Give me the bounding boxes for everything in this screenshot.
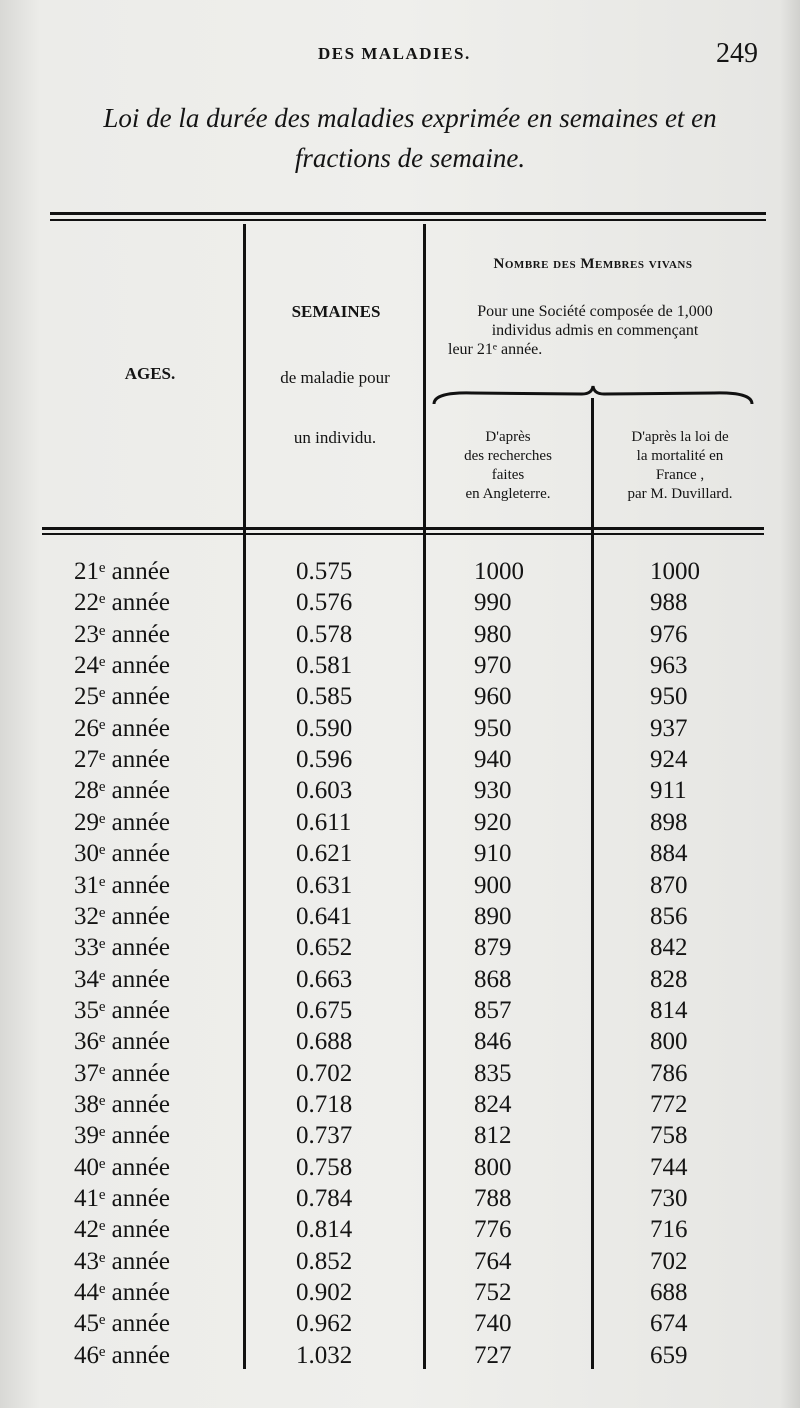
weeks-cell: 0.688 <box>296 1028 353 1056</box>
curly-brace <box>432 384 754 408</box>
header-society-line-2: individus admis en commençant <box>491 322 699 339</box>
weeks-cell: 0.784 <box>296 1185 353 1212</box>
weeks-cell: 0.596 <box>296 746 353 774</box>
table-row <box>0 589 800 620</box>
age-cell: 29ᵉ année <box>74 808 170 836</box>
top-double-rule-upper <box>50 212 766 215</box>
france-cell: 950 <box>650 683 688 711</box>
england-cell: 835 <box>474 1059 512 1087</box>
weeks-cell: 0.576 <box>296 589 353 617</box>
age-cell: 31ᵉ année <box>74 871 170 899</box>
header-france <box>594 428 766 504</box>
france-cell: 911 <box>650 777 687 805</box>
france-cell: 814 <box>650 996 688 1024</box>
france-cell: 702 <box>650 1247 688 1275</box>
weeks-cell: 0.581 <box>296 652 353 680</box>
age-cell: 39ᵉ année <box>74 1122 170 1150</box>
age-cell: 41ᵉ année <box>74 1185 170 1212</box>
header-semaines-sub-2: un individu. <box>293 428 377 447</box>
age-cell: 27ᵉ année <box>74 746 170 774</box>
running-head <box>0 40 800 80</box>
france-cell: 786 <box>650 1059 688 1087</box>
england-cell: 776 <box>474 1216 512 1244</box>
table-row <box>0 1060 800 1091</box>
age-cell: 44ᵉ année <box>74 1279 170 1307</box>
age-cell: 30ᵉ année <box>74 840 170 868</box>
france-cell: 674 <box>650 1310 688 1338</box>
age-cell: 22ᵉ année <box>74 589 170 617</box>
age-cell: 21ᵉ année <box>74 558 170 585</box>
table-row <box>0 840 800 871</box>
france-cell: 884 <box>650 840 688 868</box>
age-cell: 38ᵉ année <box>74 1090 170 1118</box>
france-cell: 744 <box>650 1153 688 1181</box>
header-ages: AGES. <box>124 364 176 383</box>
weeks-cell: 0.590 <box>296 714 353 742</box>
weeks-cell: 0.675 <box>296 996 353 1024</box>
france-cell: 963 <box>650 652 688 680</box>
age-cell: 34ᵉ année <box>74 965 170 993</box>
france-cell: 898 <box>650 808 688 836</box>
weeks-cell: 0.641 <box>296 902 353 930</box>
england-cell: 868 <box>474 965 512 993</box>
france-cell: 828 <box>650 965 688 993</box>
table-row <box>0 777 800 808</box>
table-row <box>0 1028 800 1059</box>
france-cell: 800 <box>650 1028 688 1056</box>
table-row <box>0 621 800 652</box>
weeks-cell: 0.702 <box>296 1059 353 1087</box>
header-semaines: SEMAINES <box>291 302 381 321</box>
england-cell: 1000 <box>474 558 524 585</box>
table-row <box>0 1154 800 1185</box>
england-cell: 764 <box>474 1247 512 1275</box>
header-france-line-1: D'après la loi de <box>631 429 729 445</box>
weeks-cell: 1.032 <box>296 1341 353 1369</box>
header-england-line-1: D'après <box>485 429 531 445</box>
age-cell: 40ᵉ année <box>74 1153 170 1181</box>
france-cell: 976 <box>650 620 688 648</box>
table-title <box>40 98 780 178</box>
age-cell: 24ᵉ année <box>74 652 170 680</box>
england-cell: 930 <box>474 777 512 805</box>
header-society <box>428 302 762 359</box>
age-cell: 23ᵉ année <box>74 620 170 648</box>
age-cell: 25ᵉ année <box>74 683 170 711</box>
table-row <box>0 934 800 965</box>
france-cell: 870 <box>650 871 688 899</box>
france-cell: 688 <box>650 1279 688 1307</box>
table-row <box>0 1122 800 1153</box>
france-cell: 730 <box>650 1185 688 1212</box>
age-cell: 45ᵉ année <box>74 1310 170 1338</box>
header-france-line-2: la mortalité en <box>636 448 724 464</box>
header-england-line-3: faites <box>491 467 525 483</box>
table-row <box>0 809 800 840</box>
england-cell: 950 <box>474 714 512 742</box>
table-row <box>0 872 800 903</box>
france-cell: 842 <box>650 934 688 962</box>
weeks-cell: 0.631 <box>296 871 353 899</box>
age-cell: 46ᵉ année <box>74 1341 170 1369</box>
weeks-cell: 0.578 <box>296 620 353 648</box>
table-row <box>0 746 800 777</box>
england-cell: 879 <box>474 934 512 962</box>
england-cell: 788 <box>474 1185 512 1212</box>
weeks-cell: 0.585 <box>296 683 353 711</box>
england-cell: 900 <box>474 871 512 899</box>
header-society-line-1: Pour une Société composée de 1,000 <box>477 303 713 320</box>
weeks-cell: 0.962 <box>296 1310 353 1338</box>
header-france-line-4: par M. Duvillard. <box>627 486 733 502</box>
france-cell: 988 <box>650 589 688 617</box>
table-row <box>0 683 800 714</box>
header-bottom-rule-lower <box>42 533 764 535</box>
england-cell: 980 <box>474 620 512 648</box>
header-england-line-2: des recherches <box>464 448 552 464</box>
table-row <box>0 1342 800 1373</box>
title-line-1: Loi de la durée des maladies exprimée en semaines et en <box>103 103 717 133</box>
england-cell: 740 <box>474 1310 512 1338</box>
france-cell: 937 <box>650 714 688 742</box>
england-cell: 752 <box>474 1279 512 1307</box>
weeks-cell: 0.852 <box>296 1247 353 1275</box>
england-cell: 940 <box>474 746 512 774</box>
weeks-cell: 0.718 <box>296 1090 353 1118</box>
weeks-cell: 0.652 <box>296 934 353 962</box>
table-row <box>0 652 800 683</box>
age-cell: 28ᵉ année <box>74 777 170 805</box>
france-cell: 716 <box>650 1216 688 1244</box>
weeks-cell: 0.758 <box>296 1153 353 1181</box>
top-double-rule-lower <box>50 219 766 221</box>
france-cell: 856 <box>650 902 688 930</box>
header-members: Nombre des Membres vivans <box>493 256 693 272</box>
table-row <box>0 1185 800 1216</box>
table-row <box>0 715 800 746</box>
running-head-title: DES MALADIES. <box>318 44 471 63</box>
table-row <box>0 1248 800 1279</box>
header-england <box>428 428 588 504</box>
table-row <box>0 997 800 1028</box>
age-cell: 35ᵉ année <box>74 996 170 1024</box>
weeks-cell: 0.575 <box>296 558 353 585</box>
table-row <box>0 903 800 934</box>
age-cell: 42ᵉ année <box>74 1216 170 1244</box>
age-cell: 36ᵉ année <box>74 1028 170 1056</box>
england-cell: 990 <box>474 589 512 617</box>
age-cell: 33ᵉ année <box>74 934 170 962</box>
table-row <box>0 1091 800 1122</box>
page-number: 249 <box>716 38 758 69</box>
header-bottom-rule-upper <box>42 527 764 530</box>
title-line-2: fractions de semaine. <box>294 143 526 173</box>
age-cell: 32ᵉ année <box>74 902 170 930</box>
england-cell: 910 <box>474 840 512 868</box>
england-cell: 890 <box>474 902 512 930</box>
weeks-cell: 0.902 <box>296 1279 353 1307</box>
england-cell: 727 <box>474 1341 512 1369</box>
table-row <box>0 966 800 997</box>
england-cell: 857 <box>474 996 512 1024</box>
table-row <box>0 1310 800 1341</box>
weeks-cell: 0.611 <box>296 808 352 836</box>
england-cell: 812 <box>474 1122 512 1150</box>
weeks-cell: 0.814 <box>296 1216 353 1244</box>
france-cell: 772 <box>650 1090 688 1118</box>
england-cell: 824 <box>474 1090 512 1118</box>
age-cell: 26ᵉ année <box>74 714 170 742</box>
france-cell: 1000 <box>650 558 700 585</box>
england-cell: 800 <box>474 1153 512 1181</box>
weeks-cell: 0.603 <box>296 777 353 805</box>
header-france-line-3: France , <box>655 467 705 483</box>
age-cell: 37ᵉ année <box>74 1059 170 1087</box>
france-cell: 659 <box>650 1341 688 1369</box>
header-society-line-3: leur 21ᵉ année. <box>448 341 543 358</box>
table-row <box>0 1216 800 1247</box>
table-row <box>0 1279 800 1310</box>
weeks-cell: 0.621 <box>296 840 353 868</box>
england-cell: 920 <box>474 808 512 836</box>
france-cell: 924 <box>650 746 688 774</box>
england-cell: 970 <box>474 652 512 680</box>
header-england-line-4: en Angleterre. <box>465 486 551 502</box>
france-cell: 758 <box>650 1122 688 1150</box>
england-cell: 960 <box>474 683 512 711</box>
weeks-cell: 0.663 <box>296 965 353 993</box>
age-cell: 43ᵉ année <box>74 1247 170 1275</box>
weeks-cell: 0.737 <box>296 1122 353 1150</box>
england-cell: 846 <box>474 1028 512 1056</box>
header-semaines-sub-1: de maladie pour <box>280 368 390 387</box>
table-row <box>0 558 800 589</box>
